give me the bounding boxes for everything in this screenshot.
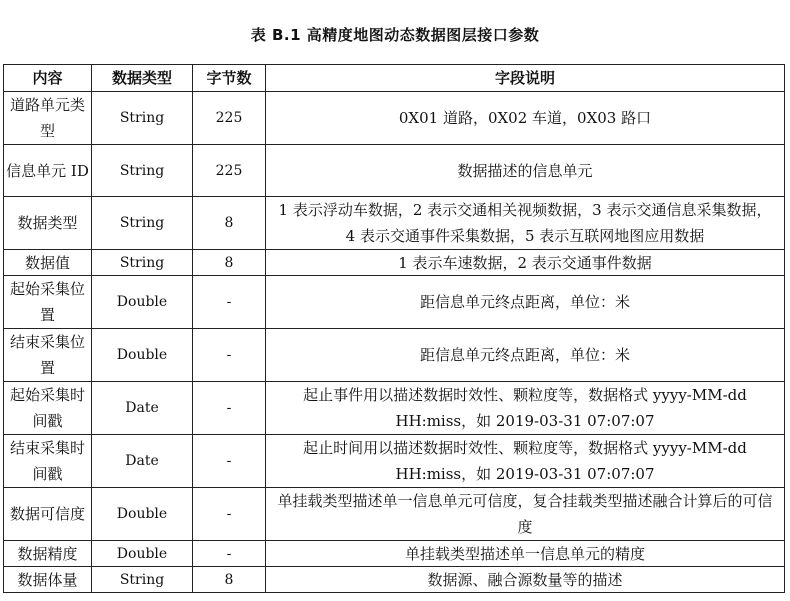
cell-type: String	[92, 250, 193, 276]
table-row	[4, 92, 785, 145]
cell-bytes: -	[193, 329, 266, 382]
cell-desc: 数据源、融合源数量等的描述	[266, 567, 785, 593]
table-row	[4, 435, 785, 488]
table-row	[4, 329, 785, 382]
table-row	[4, 145, 785, 197]
table-row	[4, 567, 785, 593]
header-data-type: 数据类型	[92, 65, 193, 92]
cell-type: Date	[92, 435, 193, 488]
cell-name: 结束采集时间戳	[4, 435, 92, 488]
cell-name: 数据可信度	[4, 488, 92, 541]
cell-desc: 距信息单元终点距离，单位：米	[266, 329, 785, 382]
cell-desc: 0X01 道路，0X02 车道，0X03 路口	[266, 92, 785, 145]
cell-bytes: 8	[193, 250, 266, 276]
cell-desc: 1 表示浮动车数据，2 表示交通相关视频数据，3 表示交通信息采集数据，4 表示交通事件采集数据，5 表示互联网地图应用数据	[266, 197, 785, 250]
cell-bytes: 8	[193, 197, 266, 250]
cell-bytes: -	[193, 276, 266, 329]
table-row	[4, 541, 785, 567]
table-row	[4, 197, 785, 250]
cell-desc: 距信息单元终点距离，单位：米	[266, 276, 785, 329]
header-field-description: 字段说明	[266, 65, 785, 92]
table-caption: 表 B.1 高精度地图动态数据图层接口参数	[250, 26, 540, 44]
table-header-row	[4, 65, 785, 92]
cell-bytes: 225	[193, 92, 266, 145]
cell-type: Date	[92, 382, 193, 435]
table-row	[4, 250, 785, 276]
cell-bytes: 8	[193, 567, 266, 593]
cell-type: String	[92, 567, 193, 593]
cell-name: 起始采集时间戳	[4, 382, 92, 435]
cell-name: 道路单元类型	[4, 92, 92, 145]
cell-type: Double	[92, 329, 193, 382]
cell-name: 数据值	[4, 250, 92, 276]
cell-bytes: -	[193, 382, 266, 435]
cell-name: 数据体量	[4, 567, 92, 593]
cell-name: 数据精度	[4, 541, 92, 567]
cell-desc: 1 表示车速数据，2 表示交通事件数据	[266, 250, 785, 276]
cell-type: Double	[92, 276, 193, 329]
cell-type: String	[92, 145, 193, 197]
cell-type: Double	[92, 541, 193, 567]
cell-bytes: 225	[193, 145, 266, 197]
cell-type: String	[92, 197, 193, 250]
cell-name: 起始采集位置	[4, 276, 92, 329]
cell-name: 信息单元 ID	[4, 145, 92, 197]
cell-bytes: -	[193, 488, 266, 541]
cell-desc: 单挂载类型描述单一信息单元的精度	[266, 541, 785, 567]
header-content: 内容	[4, 65, 92, 92]
table-row	[4, 276, 785, 329]
table-row	[4, 382, 785, 435]
cell-name: 数据类型	[4, 197, 92, 250]
cell-bytes: -	[193, 541, 266, 567]
table-row	[4, 488, 785, 541]
cell-desc: 数据描述的信息单元	[266, 145, 785, 197]
cell-type: String	[92, 92, 193, 145]
cell-desc: 起止时间用以描述数据时效性、颗粒度等，数据格式 yyyy-MM-dd HH:miss，如 2019-03-31 07:07:07	[266, 435, 785, 488]
cell-desc: 单挂载类型描述单一信息单元可信度，复合挂载类型描述融合计算后的可信度	[266, 488, 785, 541]
cell-name: 结束采集位置	[4, 329, 92, 382]
interface-parameter-table	[3, 64, 785, 593]
cell-type: Double	[92, 488, 193, 541]
cell-bytes: -	[193, 435, 266, 488]
header-bytes: 字节数	[193, 65, 266, 92]
cell-desc: 起止事件用以描述数据时效性、颗粒度等，数据格式 yyyy-MM-dd HH:miss，如 2019-03-31 07:07:07	[266, 382, 785, 435]
